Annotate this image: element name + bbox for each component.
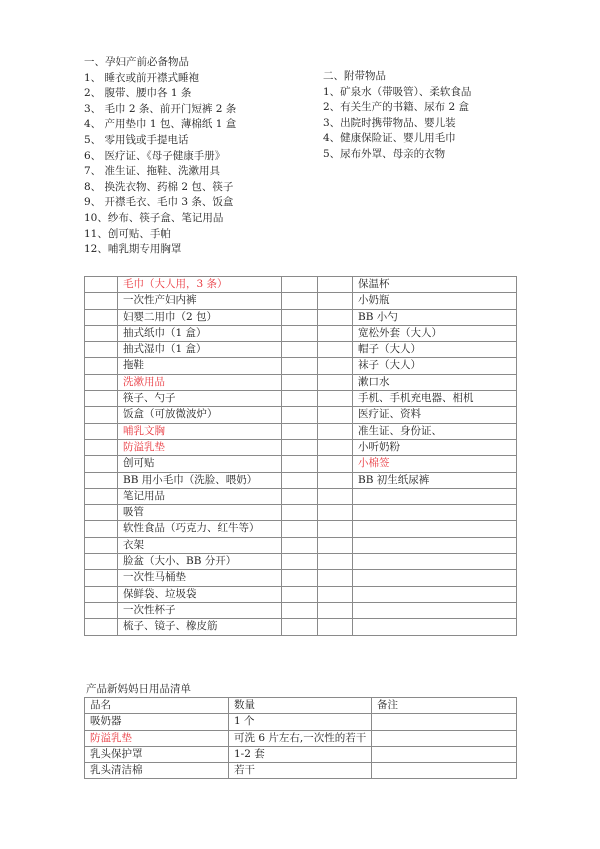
blank-cell [318,456,353,472]
list-item: 4、健康保险证、婴儿用毛巾 [323,132,456,145]
item-cell-right: 准生证、身份证、 [353,423,517,439]
table-row [85,570,517,586]
item-cell-right [353,554,517,570]
blank-cell [282,456,318,472]
blank-cell [318,374,353,390]
blank-cell [318,277,353,293]
blank-cell [318,391,353,407]
blank-cell [282,619,318,635]
item-cell-left: 保鲜袋、垃圾袋 [118,586,282,602]
table-row [85,746,517,762]
table-row [85,488,517,504]
item-cell-right: BB 初生纸尿裤 [353,472,517,488]
blank-cell [318,309,353,325]
daily-items-table-body [85,698,517,779]
blank-cell [318,505,353,521]
item-cell-right: 袜子（大人） [353,358,517,374]
blank-cell [318,537,353,553]
list-item: 8、 换洗衣物、药棉 2 包、筷子 [84,180,234,193]
list-item: 3、出院时携带物品、婴儿装 [323,116,456,129]
blank-cell [85,570,118,586]
blank-cell [318,423,353,439]
table-row [85,537,517,553]
table-row [85,456,517,472]
blank-cell [282,342,318,358]
blank-cell [85,374,118,390]
table-row [85,342,517,358]
quantity-cell: 若干 [229,763,372,779]
blank-cell [282,358,318,374]
table-row [85,472,517,488]
blank-cell [282,374,318,390]
blank-cell [282,488,318,504]
header-cell-quantity: 数量 [229,698,372,714]
table-row [85,309,517,325]
item-cell-right [353,488,517,504]
blank-cell [318,472,353,488]
item-cell-left: 脸盆（大小、BB 分开） [118,554,282,570]
table-row [85,763,517,779]
table-row [85,277,517,293]
blank-cell [85,586,118,602]
blank-cell [282,602,318,618]
blank-cell [85,456,118,472]
blank-cell [318,439,353,455]
item-cell-left: 一次性马桶垫 [118,570,282,586]
name-cell: 乳头清洁棉 [85,763,229,779]
section-heading: 二、附带物品 [323,70,386,82]
item-cell-left: 防溢乳垫 [118,439,282,455]
list-item: 5、 零用钱或手提电话 [84,133,189,146]
blank-cell [85,407,118,423]
name-cell: 防溢乳垫 [85,730,229,746]
list-item: 2、有关生产的书籍、尿布 2 盒 [323,101,470,114]
blank-cell [85,505,118,521]
item-cell-left: 梳子、镜子、橡皮筋 [118,619,282,635]
blank-cell [85,325,118,341]
table-row [85,325,517,341]
list-item: 9、 开襟毛衣、毛巾 3 条、饭盒 [84,196,234,209]
item-cell-left: 吸管 [118,505,282,521]
blank-cell [85,277,118,293]
blank-cell [85,293,118,309]
table-row [85,358,517,374]
blank-cell [85,439,118,455]
table-row [85,407,517,423]
item-cell-left: 一次性杯子 [118,602,282,618]
blank-cell [282,325,318,341]
item-cell-right [353,505,517,521]
quantity-cell: 1-2 套 [229,746,372,762]
list-item: 6、 医疗证、《母子健康手册》 [84,149,226,162]
blank-cell [318,342,353,358]
table-row [85,439,517,455]
header-cell-name: 品名 [85,698,229,714]
table-row [85,391,517,407]
blank-cell [282,570,318,586]
notes-cell [372,763,517,779]
table-row [85,714,517,730]
blank-cell [318,488,353,504]
item-cell-left: 拖鞋 [118,358,282,374]
table-row [85,293,517,309]
blank-cell [318,358,353,374]
item-cell-right [353,602,517,618]
item-cell-right: 小奶瓶 [353,293,517,309]
blank-cell [282,407,318,423]
blank-cell [282,423,318,439]
item-cell-left: BB 用小毛巾（洗脸、喂奶） [118,472,282,488]
section-heading: 一、孕妇产前必备物品 [84,56,189,68]
item-cell-left: 创可贴 [118,456,282,472]
blank-cell [85,472,118,488]
notes-cell [372,746,517,762]
table-row [85,423,517,439]
blank-cell [85,521,118,537]
item-cell-left: 毛巾（大人用，3 条） [118,277,282,293]
item-cell-right: BB 小勺 [353,309,517,325]
daily-items-table [84,697,517,779]
blank-cell [85,619,118,635]
item-cell-left: 抽式纸巾（1 盒） [118,325,282,341]
item-cell-right [353,537,517,553]
blank-cell [85,488,118,504]
table-row [85,586,517,602]
blank-cell [85,342,118,358]
blank-cell [85,554,118,570]
quantity-cell: 可洗 6 片左右,一次性的若干 [229,730,372,746]
item-cell-left: 洗漱用品 [118,374,282,390]
item-cell-left: 筷子、勺子 [118,391,282,407]
blank-cell [282,391,318,407]
item-cell-left: 笔记用品 [118,488,282,504]
blank-cell [85,537,118,553]
item-cell-left: 软性食品（巧克力、红牛等） [118,521,282,537]
item-cell-right [353,586,517,602]
blank-cell [282,521,318,537]
quantity-cell: 1 个 [229,714,372,730]
notes-cell [372,730,517,746]
blank-cell [318,293,353,309]
list-item: 5、尿布外罩、母亲的衣物 [323,147,446,160]
item-cell-left: 哺乳文胸 [118,423,282,439]
blank-cell [282,505,318,521]
daily-table-title: 产品新妈妈日用品清单 [86,683,191,695]
item-cell-right: 保温杯 [353,277,517,293]
blank-cell [318,602,353,618]
item-cell-left: 饭盒（可放微波炉） [118,407,282,423]
blank-cell [282,277,318,293]
blank-cell [282,586,318,602]
blank-cell [318,619,353,635]
table-row [85,505,517,521]
item-cell-right [353,521,517,537]
checklist-table-body [85,277,517,636]
checklist-table [84,276,517,636]
table-row [85,602,517,618]
blank-cell [282,309,318,325]
list-item: 7、 准生证、拖鞋、洗漱用具 [84,165,221,178]
blank-cell [85,309,118,325]
table-row [85,730,517,746]
item-cell-left: 衣架 [118,537,282,553]
item-cell-right [353,570,517,586]
item-cell-right: 宽松外套（大人） [353,325,517,341]
list-item: 12、哺乳期专用胸罩 [84,243,182,256]
blank-cell [318,407,353,423]
item-cell-right: 帽子（大人） [353,342,517,358]
list-item: 11、创可贴、手帕 [84,227,171,240]
item-cell-right: 漱口水 [353,374,517,390]
blank-cell [282,439,318,455]
list-item: 10、纱布、筷子盒、笔记用品 [84,211,224,224]
table-header-row [85,698,517,714]
blank-cell [85,391,118,407]
item-cell-right: 小听奶粉 [353,439,517,455]
blank-cell [85,358,118,374]
item-cell-right: 医疗证、资料 [353,407,517,423]
table-row [85,374,517,390]
table-row [85,521,517,537]
table-row [85,554,517,570]
blank-cell [318,554,353,570]
blank-cell [282,537,318,553]
header-cell-notes: 备注 [372,698,517,714]
name-cell: 吸奶器 [85,714,229,730]
name-cell: 乳头保护罩 [85,746,229,762]
blank-cell [282,293,318,309]
item-cell-left: 抽式湿巾（1 盒） [118,342,282,358]
list-item: 4、 产用垫巾 1 包、薄棉纸 1 盒 [84,118,237,131]
blank-cell [85,423,118,439]
item-cell-left: 妇婴二用巾（2 包） [118,309,282,325]
blank-cell [318,586,353,602]
section-prenatal-essentials [84,55,236,258]
list-item: 3、 毛巾 2 条、前开门短裤 2 条 [84,102,237,115]
item-cell-left: 一次性产妇内裤 [118,293,282,309]
item-cell-right: 小棉签 [353,456,517,472]
item-cell-right: 手机、手机充电器、相机 [353,391,517,407]
blank-cell [282,472,318,488]
blank-cell [85,602,118,618]
blank-cell [282,554,318,570]
list-item: 2、 腹带、腰巾各 1 条 [84,87,192,100]
notes-cell [372,714,517,730]
blank-cell [318,570,353,586]
list-item: 1、矿泉水（带吸管）、柔软食品 [323,85,472,98]
table-row [85,619,517,635]
item-cell-right [353,619,517,635]
list-item: 1、 睡衣或前开襟式睡袍 [84,71,200,84]
blank-cell [318,325,353,341]
blank-cell [318,521,353,537]
section-additional-items [323,69,471,163]
